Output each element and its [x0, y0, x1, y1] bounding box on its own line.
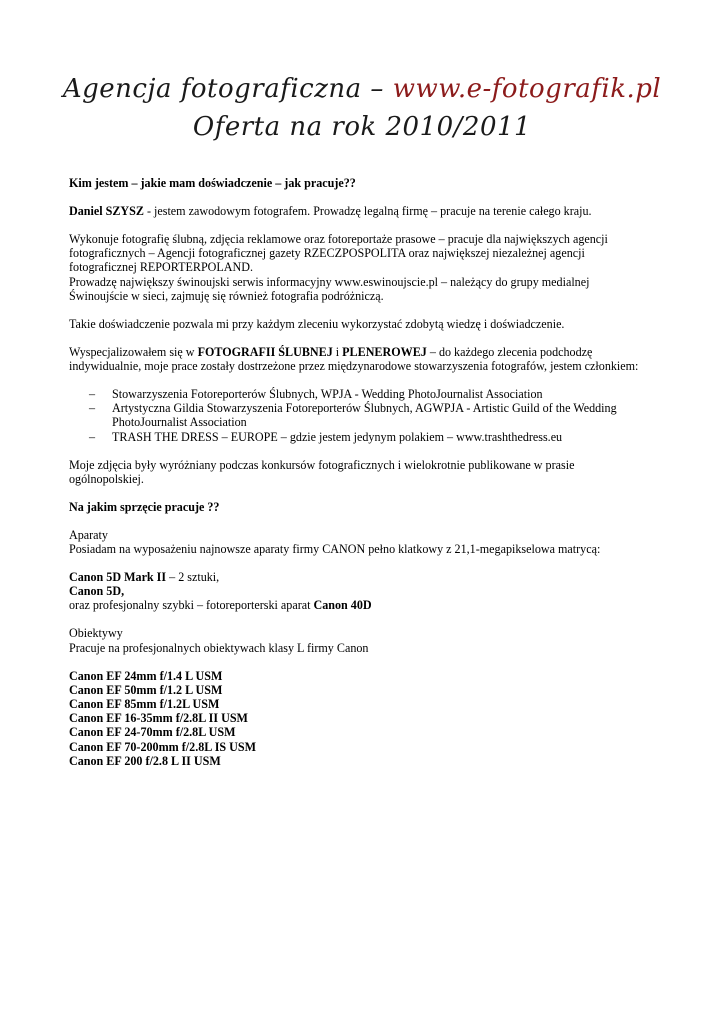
awards-line-1: Moje zdjęcia były wyróżniany podczas konkursów fotograficznych i wielokrotnie publikowane w prasie — [69, 457, 575, 472]
lenses-label: Obiektywy — [69, 626, 123, 641]
cameras-list — [69, 570, 659, 613]
memberships-list — [69, 387, 659, 444]
bullet-dash-icon: – — [89, 401, 96, 416]
experience-line-1: Wykonuje fotografię ślubną, zdjęcia reklamowe oraz fotoreportaże prasowe – pracuje dla największych agencji — [69, 232, 608, 246]
experience-line-5: Świnoujście w sieci, zajmuję się również fotografia podróżniczą. — [69, 288, 384, 303]
experience-line-4: Prowadzę największy świnoujski serwis informacyjny www.eswinoujscie.pl – należący do grupy medialnej — [69, 274, 590, 289]
document-body — [69, 176, 659, 768]
experience-paragraph — [69, 232, 659, 303]
camera-3: Canon 40D — [313, 598, 372, 613]
spec-wedding: FOTOGRAFII ŚLUBNEJ — [197, 344, 333, 359]
membership-text: Artystyczna Gildia Stowarzyszenia Fotoreporterów Ślubnych, AGWPJA - Artistic Guild of the Wedding — [112, 401, 617, 416]
header-title — [0, 74, 724, 104]
membership-text: Stowarzyszenia Fotoreporterów Ślubnych, WPJA - Wedding PhotoJournalist Association — [112, 387, 543, 402]
header-subtitle: Oferta na rok 2010/2011 — [192, 112, 532, 142]
list-item — [69, 387, 659, 401]
membership-text-continued: PhotoJournalist Association — [112, 415, 247, 430]
specialization-paragraph — [69, 345, 659, 373]
cameras-text: Posiadam na wyposażeniu najnowsze aparaty firmy CANON pełno klatkowy z 21,1-megapikselowa matrycą: — [69, 542, 601, 557]
intro-paragraph — [69, 204, 659, 218]
list-item — [69, 430, 659, 444]
spec-pre: Wyspecjalizowałem się w — [69, 344, 198, 359]
list-item: Canon EF 85mm f/1.2L USM — [69, 697, 220, 712]
cameras-label: Aparaty — [69, 527, 108, 542]
camera-3-pre: oraz profesjonalny szybki – fotoreporterski aparat — [69, 598, 314, 613]
camera-1-qty: – 2 sztuki, — [166, 570, 220, 585]
spec-post: – do każdego zlecenia podchodzę — [426, 344, 593, 359]
membership-text: TRASH THE DRESS – EUROPE – gdzie jestem jedynym polakiem – www.trashthedress.eu — [112, 429, 563, 444]
spec-line-2: indywidualnie, moje prace zostały dostrzeżone przez międzynarodowe stowarzyszenia fotografów, jestem członkiem: — [69, 359, 639, 374]
lenses-text: Pracuje na profesjonalnych obiektywach klasy L firmy Canon — [69, 640, 369, 655]
intro-heading: Kim jestem – jakie mam doświadczenie – jak pracuje?? — [69, 176, 356, 190]
experience-line-3: fotograficznej REPORTERPOLAND. — [69, 260, 254, 275]
list-item: Canon EF 24mm f/1.4 L USM — [69, 668, 223, 683]
spec-outdoor: PLENEROWEJ — [342, 344, 427, 359]
list-item — [69, 401, 659, 429]
bullet-dash-icon: – — [89, 429, 96, 444]
spec-mid: i — [332, 344, 343, 359]
equipment-heading: Na jakim sprzęcie pracuje ?? — [69, 499, 220, 514]
awards-line-2: ogólnopolskiej. — [69, 471, 144, 486]
bullet-dash-icon: – — [89, 387, 96, 402]
experience-line-2: fotograficznych – Agencji fotograficznej gazety RZECZPOSPOLITA oraz największej niezależnej agencji — [69, 246, 585, 261]
header-prefix: Agencja fotograficzna – — [62, 74, 393, 104]
author-description: - jestem zawodowym fotografem. Prowadzę legalną firmę – pracuje na terenie całego kraju. — [143, 204, 592, 218]
header-url: www.e-fotografik.pl — [392, 74, 662, 104]
lenses-paragraph — [69, 626, 659, 654]
list-item: Canon EF 70-200mm f/2.8L IS USM — [69, 739, 257, 754]
list-item: Canon EF 16-35mm f/2.8L II USM — [69, 711, 248, 726]
camera-1: Canon 5D Mark II — [69, 570, 167, 585]
cameras-paragraph — [69, 528, 659, 556]
camera-2: Canon 5D, — [69, 584, 125, 599]
list-item: Canon EF 24-70mm f/2.8L USM — [69, 725, 236, 740]
lenses-list — [69, 669, 659, 768]
author-name: Daniel SZYSZ — [69, 204, 144, 218]
list-item: Canon EF 200 f/2.8 L II USM — [69, 753, 221, 768]
summary-paragraph: Takie doświadczenie pozwala mi przy każdym zleceniu wykorzystać zdobytą wiedzę i doświadczenie. — [69, 316, 565, 331]
awards-paragraph — [69, 458, 659, 486]
list-item: Canon EF 50mm f/1.2 L USM — [69, 682, 223, 697]
